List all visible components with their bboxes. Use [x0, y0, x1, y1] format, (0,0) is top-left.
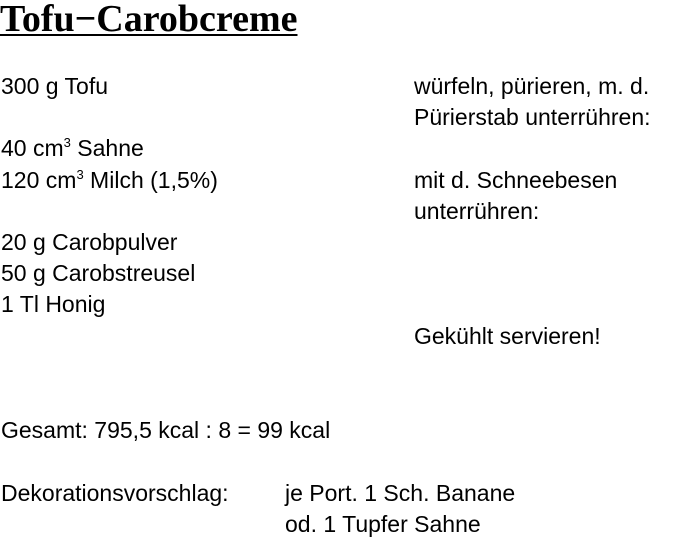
step-1-line-1: würfeln, pürieren, m. d.	[414, 73, 650, 99]
serving-note: Gekühlt servieren!	[414, 323, 601, 349]
ingredient-milch-exponent: 3	[76, 167, 84, 182]
ingredient-sahne-name: Sahne	[70, 135, 144, 161]
ingredient-milch	[1, 166, 218, 194]
ingredient-milch-amount: 120 cm	[1, 167, 77, 193]
recipe-title: Tofu−Carobcreme	[0, 0, 298, 40]
ingredient-honig: 1 Tl Honig	[1, 291, 106, 317]
ingredient-sahne-exponent: 3	[63, 135, 71, 150]
decoration-line-1: je Port. 1 Sch. Banane	[285, 480, 516, 506]
total-calories: Gesamt: 795,5 kcal : 8 = 99 kcal	[1, 417, 331, 443]
step-2-line-2: unterrühren:	[414, 198, 540, 224]
decoration-line-2: od. 1 Tupfer Sahne	[285, 511, 481, 537]
ingredient-carobstreusel: 50 g Carobstreusel	[1, 260, 196, 286]
ingredient-tofu: 300 g Tofu	[1, 73, 109, 99]
ingredient-sahne	[1, 134, 144, 162]
ingredient-sahne-amount: 40 cm	[1, 135, 64, 161]
step-1-line-2: Pürierstab unterrühren:	[414, 104, 651, 130]
step-2-line-1: mit d. Schneebesen	[414, 167, 618, 193]
ingredient-carobpulver: 20 g Carobpulver	[1, 229, 178, 255]
ingredient-milch-name: Milch (1,5%)	[83, 167, 218, 193]
decoration-label: Dekorationsvorschlag:	[1, 480, 229, 506]
